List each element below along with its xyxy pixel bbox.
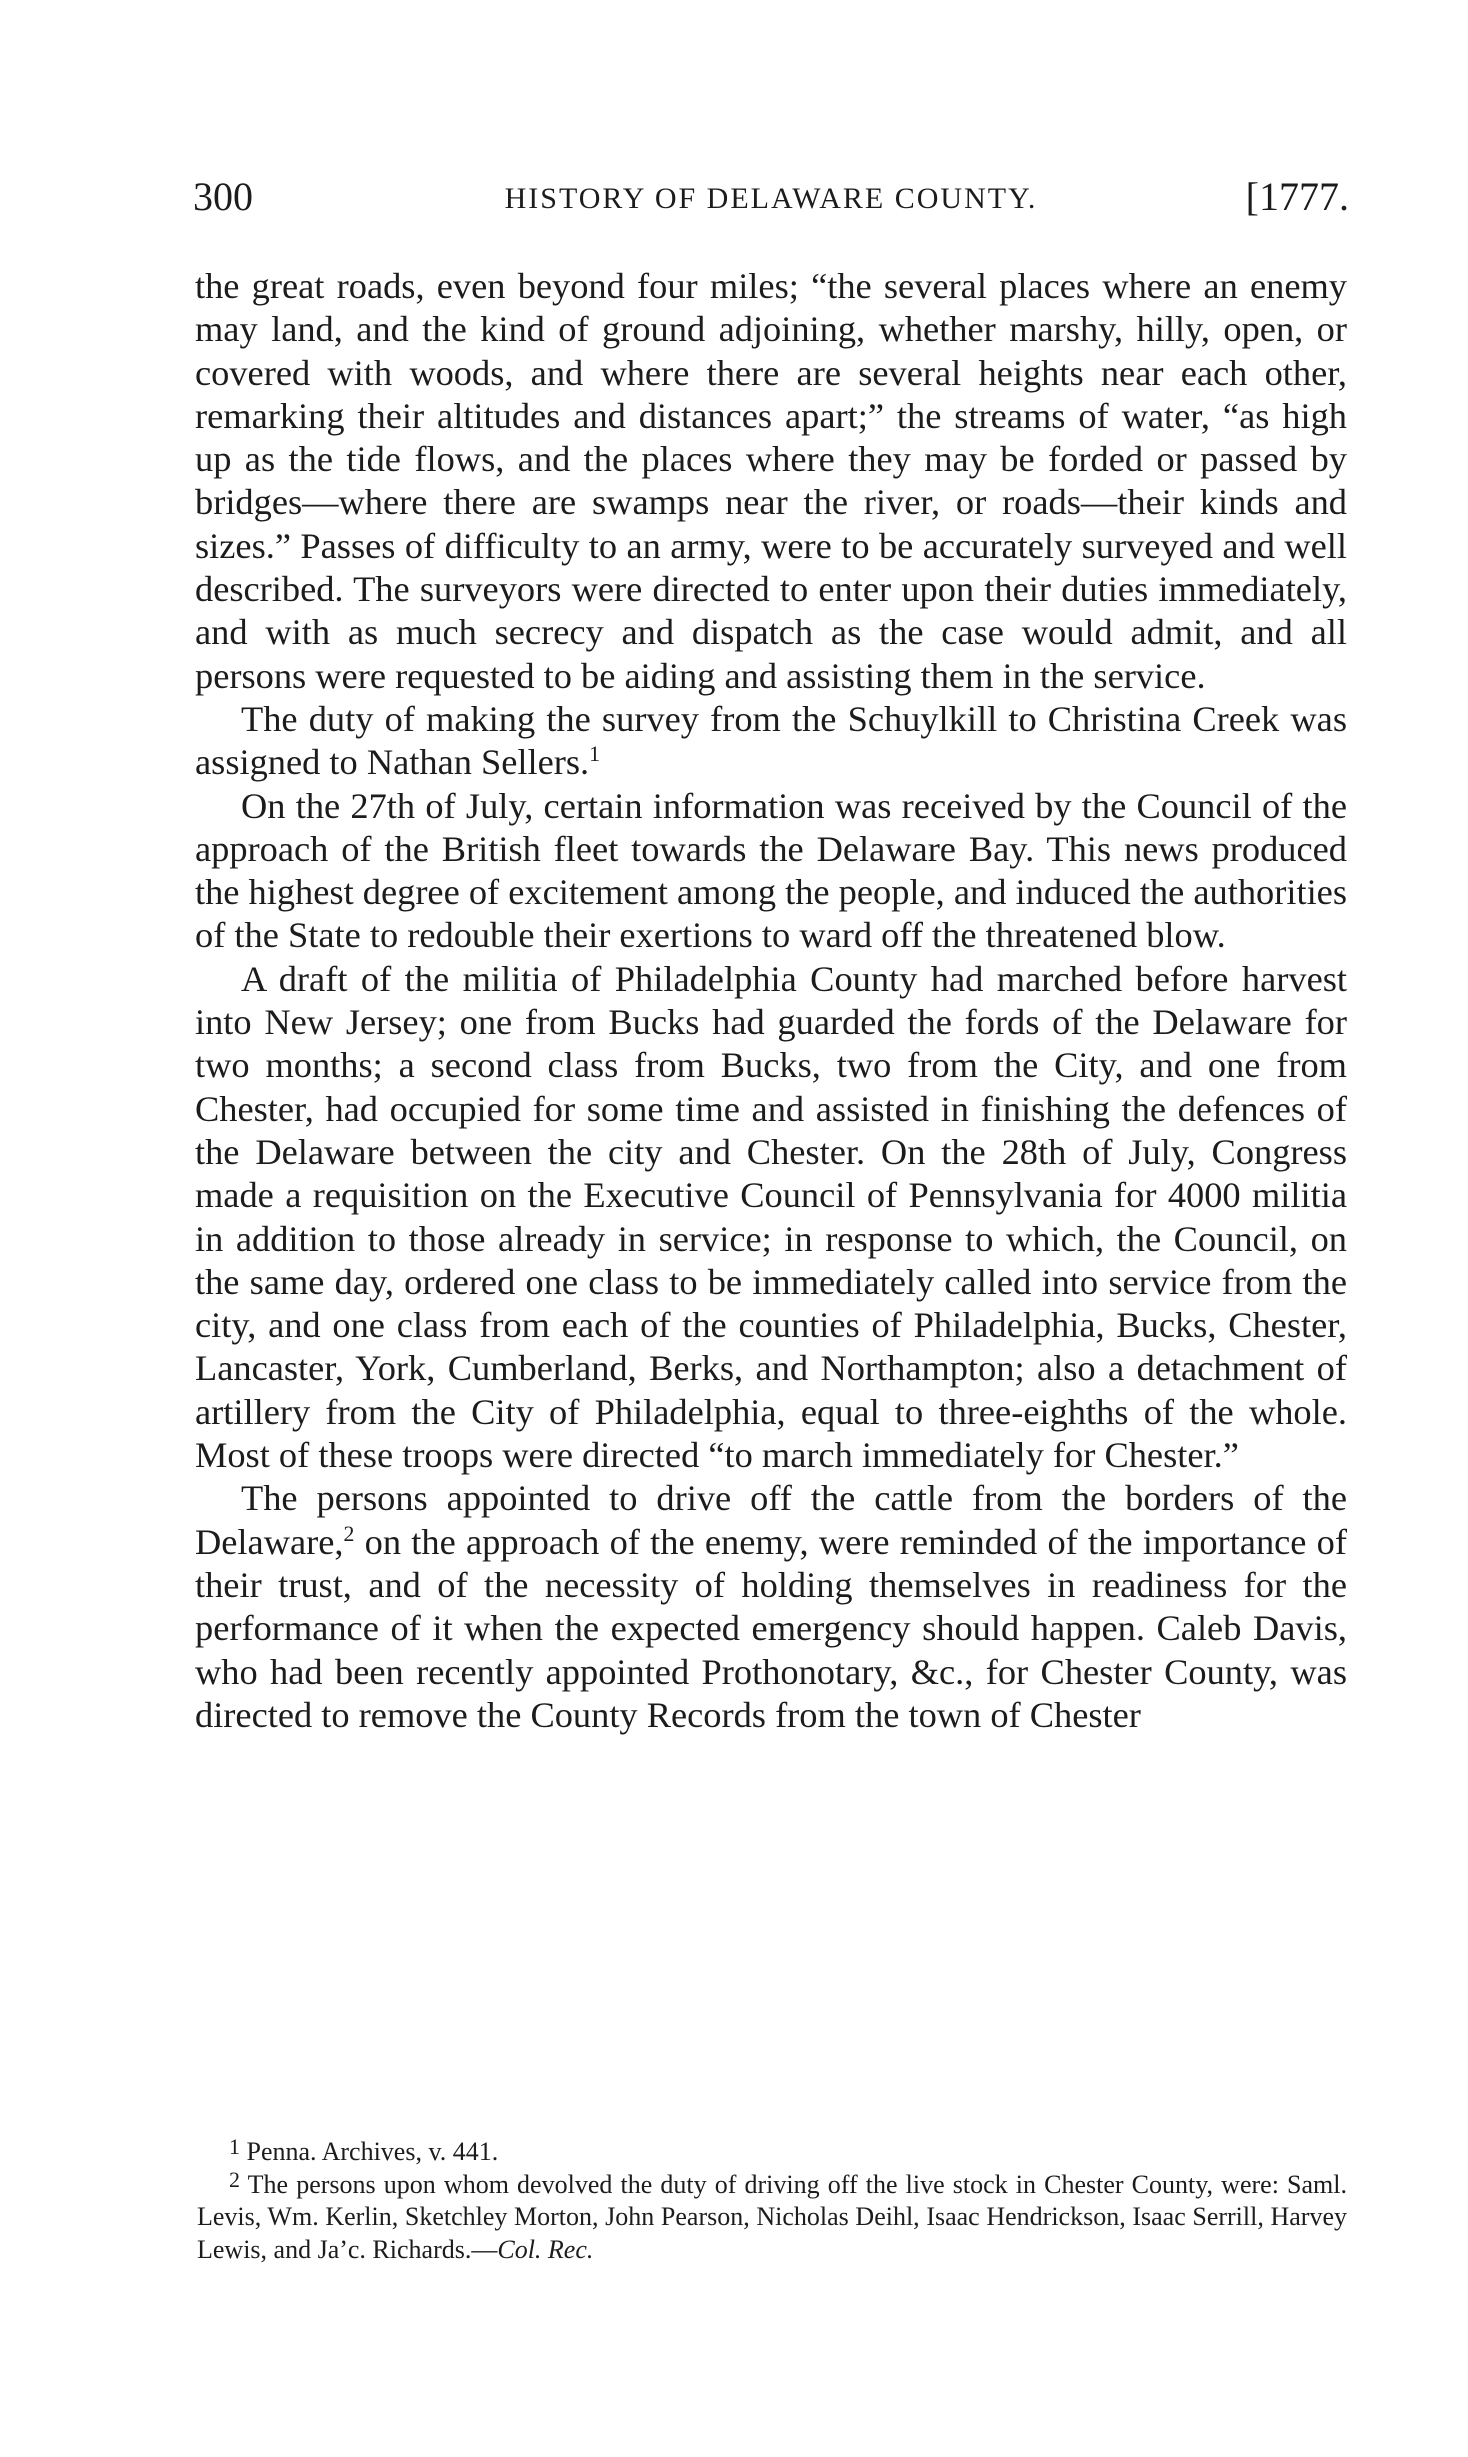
running-title: HISTORY OF DELAWARE COUNTY. xyxy=(504,182,1038,215)
footnote-ref-2: 2 xyxy=(343,1521,355,1546)
paragraph-text: on the approach of the enemy, were reminded of the importance of their trust, and of the necessity of holding themselves in readiness for the performance of it when the expected emergency should happen. Caleb Davis, who had been recently appointed Prothonotary, &c., for Chester County, was directed to remove the County Records from the town of Chester xyxy=(195,1521,1347,1735)
paragraph-continued: the great roads, even beyond four miles; “the several places where an enemy may land, and the kind of ground adjoining, whether marshy, hilly, open, or covered with woods, and where there are several heights near each other, remarking their altitudes and distances apart;” the streams of water, “as high up as the tide flows, and the places where they may be forded or passed by bridges—where there are swamps near the river, or roads—their kinds and sizes.” Passes of difficulty to an army, were to be accurately surveyed and well described. The surveyors were directed to enter upon their duties immediately, and with as much secrecy and dispatch as the case would admit, and all persons were requested to be aiding and assisting them in the service. xyxy=(195,266,1347,696)
paragraph-militia-draft: A draft of the militia of Philadelphia County had marched before harvest into New Jersey; one from Bucks had guarded the fords of the Delaware for two months; a second class from Bucks, two from the City, and one from Chester, had occupied for some time and assisted in finishing the defences of the Delaware between the city and Chester. On the 28th of July, Congress made a requisition on the Executive Council of Pennsylvania for 4000 militia in addition to those already in service; in response to which, the Council, on the same day, ordered one class to be immediately called into service from the city, and one class from each of the counties of Philadelphia, Bucks, Chester, Lancaster, York, Cumberland, Berks, and Northampton; also a detachment of artillery from the City of Philadelphia, equal to three-eighths of the whole. Most of these troops were directed “to march immediately for Chester.” xyxy=(195,958,1347,1476)
footnote-text: The persons upon whom devolved the duty of driving off the live stock in Chester County, were: Saml. Levis, Wm. Kerlin, Sketchley Morton, John Pearson, Nicholas Deihl, Isaac Hendrickson, Isaac Serrill, Harvey Lewis, and Ja’c. Richards.— xyxy=(197,2169,1347,2264)
footnote xyxy=(197,2166,1347,2267)
body-text xyxy=(195,265,1347,1737)
paragraph-text: The persons appointed to drive off the cattle from the borders of the Delaware, xyxy=(195,1478,1347,1562)
running-year: [1777. xyxy=(1245,174,1349,219)
footnote-source: Col. Rec. xyxy=(497,2234,594,2264)
paragraph-text: The duty of making the survey from the Schuylkill to Christina Creek was assigned to Nathan Sellers. xyxy=(195,698,1347,783)
paragraph-survey-assignment xyxy=(195,698,1347,785)
footnotes xyxy=(197,2136,1347,2266)
footnote-ref-1: 1 xyxy=(589,742,601,767)
paragraph-cattle-records xyxy=(195,1477,1347,1737)
paragraph-british-fleet: On the 27th of July, certain information was received by the Council of the approach of the British fleet towards the Delaware Bay. This news produced the highest degree of excitement among the people, and induced the authorities of the State to redouble their exertions to ward off the threatened blow. xyxy=(195,785,1347,956)
footnote-text: Penna. Archives, v. 441. xyxy=(246,2137,499,2166)
page-number: 300 xyxy=(193,174,253,219)
running-head xyxy=(193,172,1349,222)
footnote-number: 2 xyxy=(229,2166,240,2192)
footnote-number: 1 xyxy=(229,2134,240,2159)
footnote xyxy=(197,2136,1347,2169)
